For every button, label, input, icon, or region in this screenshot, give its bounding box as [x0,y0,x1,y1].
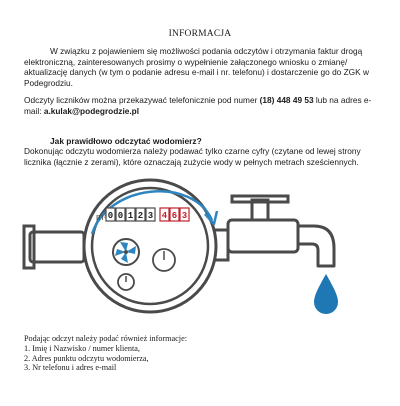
meter-body [84,180,216,312]
contact-paragraph [24,95,379,116]
black-digit: 0 [107,211,114,221]
contact-text-email: lub na adres e-mail: [24,95,372,116]
black-digit: 2 [137,211,144,221]
phone-number: (18) 448 49 53 [259,95,314,105]
document-title: INFORMACJA [168,29,232,39]
red-digit: 3 [181,211,188,221]
meter-digit-counter [106,208,189,221]
black-digit: 1 [127,211,134,221]
red-digit: 4 [161,211,168,221]
black-digit: 0 [117,211,124,221]
meter-unit-label: m³ [96,212,107,222]
footer-item-2: 2. Adres punktu odczytu wodomierza, [24,353,149,363]
water-meter-illustration [0,170,400,330]
impeller-hub [124,250,128,254]
footer-info [24,334,187,373]
footer-item-3: 3. Nr telefonu i adres e-mail [24,363,117,373]
intro-paragraph: W związku z pojawieniem się możliwości podania odczytów i otrzymania faktur drogą elektroniczną, zainteresowanych prosimy o wypełnienie załączonego wniosku o zmianę/ aktualizację danych (w tym o podanie adresu e-mail i nr. telefonu) i dostarczenie go do ZGK w Podegrodziu. [24,46,369,88]
water-drop-icon [314,274,338,314]
question-heading: Jak prawidłowo odczytać wodomierz? [50,136,202,146]
red-digit: 6 [171,211,178,221]
faucet-body [228,220,298,252]
inlet-pipe [30,232,84,262]
footer-item-1: 1. Imię i Nazwisko / numer klienta, [24,343,140,353]
footer-heading: Podając odczyt należy podać również informacje: [24,334,187,343]
email-address: a.kulak@podegrodzie.pl [43,105,140,116]
black-digit: 3 [147,211,154,221]
faucet-spout [298,226,334,266]
contact-text-phone: Odczyty liczników można przekazywać telefonicznie pod numer [24,95,260,105]
explanation-paragraph: Dokonując odczytu wodomierza należy podawać tylko czarne cyfry (czytane od lewej strony licznika (łącznie z zerami), które oznaczają zużycie wody w pełnych metrach sześciennych. [24,146,361,167]
